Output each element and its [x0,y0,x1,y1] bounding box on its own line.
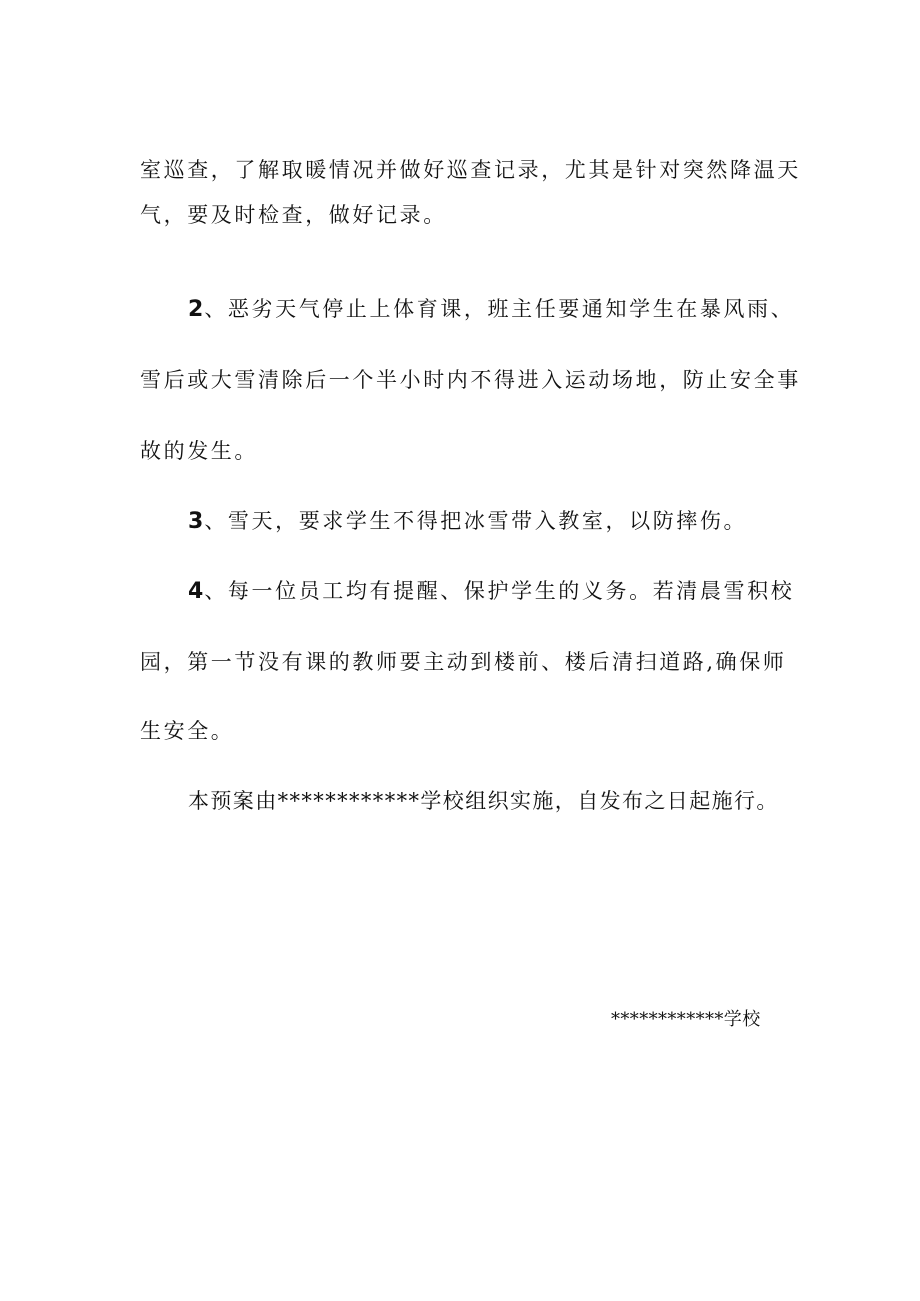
signature: ************学校 [611,1009,761,1030]
closing-statement: 本预案由************学校组织实施，自发布之日起施行。 [188,789,779,813]
item-number: 2 [188,297,205,322]
text-line: 园，第一节没有课的教师要主动到楼前、楼后清扫道路,确保师 [140,650,787,674]
text-line: 雪后或大雪清除后一个半小时内不得进入运动场地，防止安全事 [140,368,801,392]
item-text: 、雪天，要求学生不得把冰雪带入教室，以防摔伤。 [204,509,748,533]
item-number: 4 [188,579,205,604]
text-line: 室巡查，了解取暖情况并做好巡查记录，尤其是针对突然降温天 [140,158,801,182]
text-line [188,579,794,604]
item-number: 3 [188,509,205,534]
text-line: 气，要及时检查，做好记录。 [140,203,447,227]
text-line: 生安全。 [140,719,235,743]
text-line [188,297,794,322]
text-line: 故的发生。 [140,439,258,463]
text-line [188,509,747,534]
item-text: 、恶劣天气停止上体育课，班主任要通知学生在暴风雨、 [204,297,795,321]
item-text: 、每一位员工均有提醒、保护学生的义务。若清晨雪积校 [204,579,795,603]
